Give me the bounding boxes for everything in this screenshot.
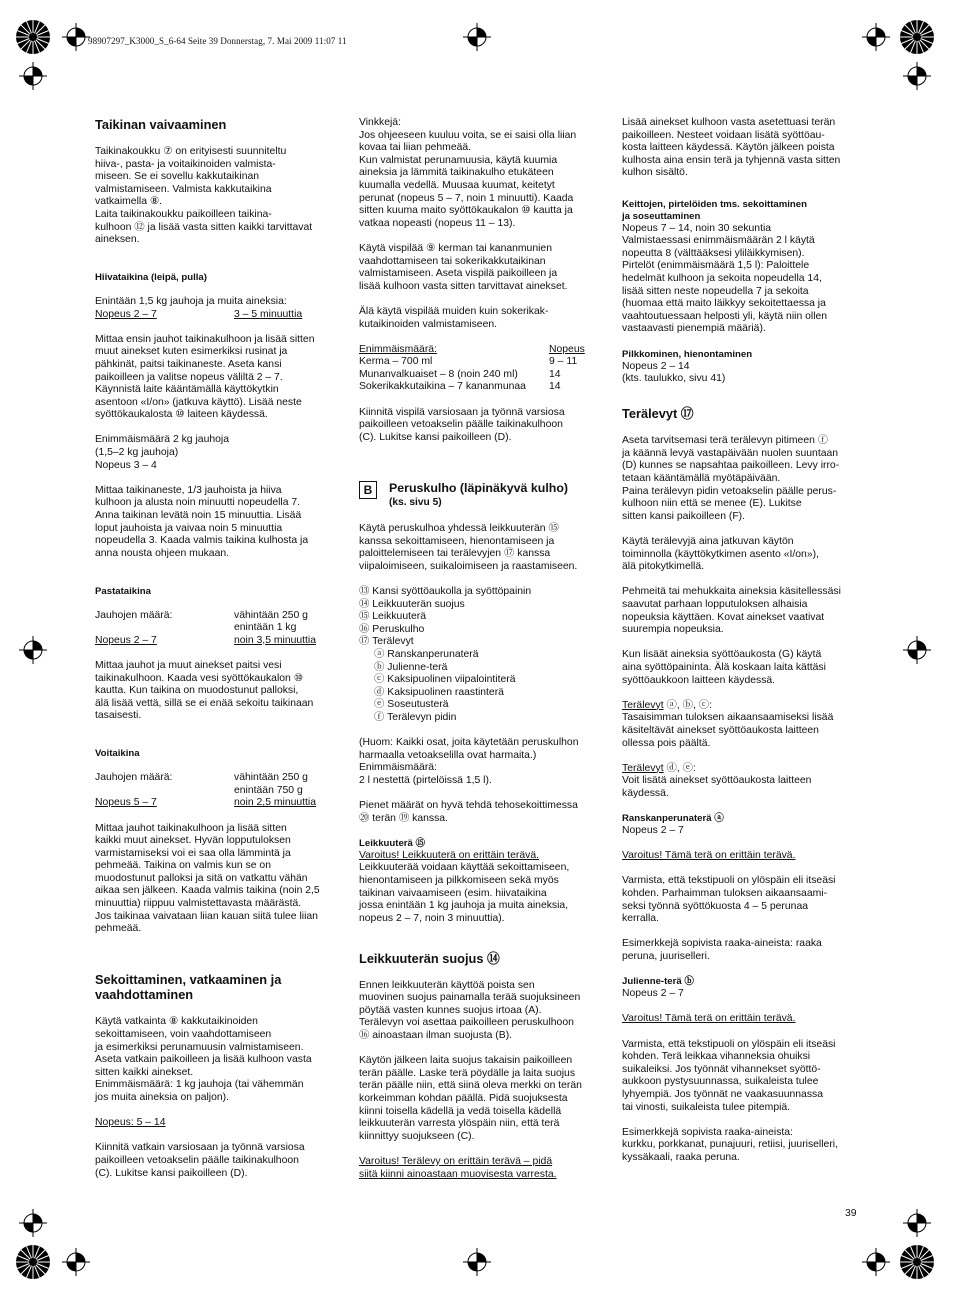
crosshair-icon: [862, 23, 890, 51]
paragraph-lisaa: Lisää ainekset kulhoon vasta asetettuasi terän paikoilleen. Nesteet voidaan lisätä syöttöau- kosta laitteen käydessä. Käytön jälkeen poista kulhosta aina ensin terä ja tyhjennä vasta sitten kulhon sisältö.: [622, 117, 841, 179]
list-item: ⓓ Kaksipuolinen raastinterä: [374, 686, 504, 698]
heading-ranskanperunatera: Ranskanperunaterä ⓐ: [622, 813, 724, 825]
section-b-badge: B: [359, 481, 377, 499]
warning-julienne: Varoitus! Tämä terä on erittäin terävä.: [622, 1013, 796, 1025]
sunburst-icon: [900, 1245, 934, 1279]
heading-keittojen: Keittojen, pirtelöiden tms. sekoittaminen ja soseuttaminen: [622, 198, 807, 222]
paragraph-teralevyt-4: Kun lisäät aineksia syöttöaukosta (G) käytä aina syöttöpaininta. Älä koskaan laita kättäsi syöttöaukkoon laitteen käydessä.: [622, 649, 826, 686]
paragraph-vinkit: Vinkkejä: Jos ohjeeseen kuuluu voita, se ei saisi olla liian kovaa tai liian pehmeää. Kun valmistat perunamuusia, käytä kuumia aineksia ja lämmitä taikinakulho etukäteen kuumalla vedellä. Muusaa kuumat, keitetyt perunat (nopeus 5 – 7, noin 1 minuutti). Kaada sitten kuuma maito syöttökaukalon ⑩ kautta ja vatkaa nopeasti (nopeus 11 – 13).: [359, 117, 577, 229]
paragraph-voi: Mittaa jauhot taikinakulhoon ja lisää sitten kaikki muut ainekset. Hyvän lopputuloksen varmistamiseksi voi ei saa olla lämmintä ja pehmeää. Taikina on valmis kun se on muodostunut palloksi ja sitä on vatkattu vähän aikaa sen jälkeen. Kaada valmis taikina (noin 2,5 minuuttia) riippuu valmistettavasta määrästä. Jos taikinaa vaivataan liian kauan siitä tulee liian pehmeää.: [95, 822, 320, 935]
table-cell-speed: 14: [549, 381, 561, 393]
paragraph-hiiva-1: Mittaa ensin jauhot taikinakulhoon ja lisää sitten muut ainekset kuten esimerkiksi rusinat ja pähkinät, paitsi taikinaneste. Aseta kansi paikoilleen ja valitse nopeus väliltä 2 – 7. Käynnistä laite kääntämällä käyttökytkin asentoon «I/on» (jatkuva käyttö). Lisää neste syöttökaukalosta ⑩ laiteen käydessä.: [95, 333, 315, 421]
julienne-speed: Nopeus 2 – 7: [622, 988, 684, 1000]
pasta-amount-label: Jauhojen määrä:: [95, 609, 173, 621]
list-item: ⑯ Peruskulho: [359, 623, 425, 635]
list-item: ⑰ Terälevyt: [359, 636, 414, 648]
paragraph-intro: Taikinakoukku ⑦ on erityisesti suunniteltu hiiva-, pasta- ja voitaikinoiden valmista- miseen. Se ei sovellu kakkutaikinan valmistamiseen. Valmista kakkutaikina vatkaimella ⑧. Laita taikinakoukku paikoilleen taikina- kulhoon ⑫ ja lisää vasta sitten kaikki tarvittavat aineksen.: [95, 146, 313, 246]
section-b-title: Peruskulho (läpinäkyvä kulho): [389, 481, 569, 496]
heading-julienne-tera: Julienne-terä ⓑ: [622, 976, 694, 988]
sunburst-icon: [16, 20, 50, 54]
voi-amount-row: [95, 772, 331, 797]
ransk-speed: Nopeus 2 – 7: [622, 825, 684, 837]
paragraph-hiiva-2: Enimmäismäärä 2 kg jauhoja (1,5–2 kg jauhoja) Nopeus 3 – 4: [95, 434, 229, 471]
warning-suojus: Varoitus! Terälevy on erittäin terävä – pidä siitä kiinni ainoastaan muovisesta varresta.: [359, 1155, 557, 1180]
voi-speed-time: noin 2,5 minuuttia: [234, 797, 317, 809]
heading-voitaikina: Voitaikina: [95, 748, 140, 760]
paragraph-vispila: Käytä vispilää ⑨ kerman tai kananmunien vaahdottamiseen tai sokerikakkutaikinan valmistamiseen. Aseta vispilä paikoilleen ja lisää kulhoon vasta sitten tarvittavat ainekset.: [359, 242, 568, 292]
voi-amount-label: Jauhojen määrä:: [95, 772, 173, 784]
table-header-speed: Nopeus: [549, 343, 585, 355]
crosshair-icon: [19, 62, 47, 90]
table-cell-item: Sokerikakkutaikina – 7 kananmunaa: [359, 381, 526, 393]
voi-amount-value: vähintään 250 g enintään 750 g: [234, 772, 308, 796]
paragraph-julienne-1: Varmista, että tekstipuoli on ylöspäin eli itseäsi kohden. Terä leikkaa vihanneksia ohuiksi suikaleiksi. Jos työnnät vihannekset syöttö- aukkoon pystysuunnassa, suikaleista tulee lyhyempiä. Jos työnnät ne vaakasuunnassa tai vinosti, suikaleista tulee pitempiä.: [622, 1038, 836, 1113]
parts-list: [359, 586, 595, 725]
paragraph-pienet: Pienet määrät on hyvä tehdä tehosekoittimessa ⑳ terän ⑲ kanssa.: [359, 800, 578, 824]
crosshair-icon: [19, 1209, 47, 1237]
column-2: [359, 117, 595, 1194]
paragraph-abc: Tasaisimman tuloksen aikaansaamiseksi lisää käsiteltävät ainekset syöttöaukosta laitteen ollessa pois päältä.: [622, 712, 834, 749]
paragraph-suojus-2: Käytön jälkeen laita suojus takaisin paikoilleen terän päälle. Laske terä pöydälle ja laita suojus terän päälle niin, että siinä oleva merkki on terän korkeimman kohdan päällä. Pidä suojuksesta kiinni toisella kädellä ja vedä toisella kädellä leikkuuterän varresta ylöspäin niin, että terä kiinnittyy suojukseen (C).: [359, 1055, 582, 1142]
pasta-speed-row: [95, 635, 331, 648]
voi-speed-row: [95, 797, 331, 810]
teralevyt-abc-label: [622, 700, 858, 713]
paragraph-pasta: Mittaa jauhot ja muut ainekset paitsi vesi taikinakulhoon. Kaada vesi syöttökaukalon ⑩ kautta. Kun taikina on muodostunut palloksi, älä lisää vettä, sillä se ei enää sekoitu taikinaan tasaisesti.: [95, 659, 314, 722]
paragraph-kiinnita: Kiinnitä vispilä varsiosaan ja työnnä varsiosa paikoilleen vetoakselin päälle taikinakulhoon (C). Lukitse kansi paikoilleen (D).: [359, 406, 565, 443]
print-header: 98907297_K3000_S_6-64 Seite 39 Donnerstag, 7. Mai 2009 11:07 11: [88, 36, 347, 46]
list-item: ⑭ Leikkuuterän suojus: [359, 598, 465, 610]
paragraph-leikkuutera: Leikkuuterää voidaan käyttää sekoittamiseen, hienontamiseen ja pilkkomiseen sekä myös taikinan vaivaamiseen (esim. hiivataikina jossa enintään 1 kg jauhoja ja muita aineksia, nopeus 2 – 7, noin 3 minuuttia).: [359, 862, 570, 924]
crosshair-icon: [903, 636, 931, 664]
heading-sekoittaminen: Sekoittaminen, vatkaaminen ja vaahdottaminen: [95, 972, 282, 1003]
teralevyt-de-label: [622, 763, 858, 776]
hiiva-speed-row: [95, 309, 331, 322]
warning-leikkuutera: Varoitus! Leikkuuterä on erittäin terävä.: [359, 849, 540, 861]
paragraph-teralevyt-1: Aseta tarvitsemasi terä terälevyn pitimeen ⓕ ja käännä levyä vastapäivään nuolen suuntaan (D) kunnes se napsahtaa paikoilleen. Levy irro- tetaan kääntämällä myötäpäivään. Paina terälevyn pidin vetoakselin päälle perus- kulhoon niin että se menee (E). Lukitse sitten kansi paikoilleen (F).: [622, 435, 840, 522]
section-b-subtitle: (ks. sivu 5): [389, 497, 442, 509]
teralevyt-de-codes: ⓓ, ⓔ:: [663, 762, 696, 774]
list-item: ⑮ Leikkuuterä: [359, 611, 426, 623]
column-3: [622, 117, 858, 1177]
crosshair-icon: [62, 23, 90, 51]
paragraph-sekoittaminen-2: Kiinnitä vatkain varsiosaan ja työnnä varsiosa paikoilleen vetoakselin päälle taikinakulhoon (C). Lukitse kansi paikoilleen (D).: [95, 1142, 305, 1179]
paragraph-teralevyt-2: Käytä terälevyjä aina jatkuvan käytön toiminnolla (käyttökytkimen asento «I/on»), älä pitokytkimellä.: [622, 536, 819, 573]
table-row: [359, 369, 595, 382]
paragraph-ransk-2: Esimerkkejä sopivista raaka-aineista: raaka peruna, juuriselleri.: [622, 938, 822, 963]
heading-hiivataikina: Hiivataikina (leipä, pulla): [95, 271, 207, 283]
table-cell-speed: 14: [549, 368, 561, 380]
pasta-amount-value: vähintään 250 g enintään 1 kg: [234, 609, 308, 634]
teralevyt-label: Terälevyt: [622, 762, 664, 774]
list-item: ⓐ Ranskanperunaterä: [374, 648, 479, 660]
sekoit-speed: Nopeus: 5 – 14: [95, 1117, 166, 1129]
paragraph-de: Voit lisätä ainekset syöttöaukosta laitteen käydessä.: [622, 775, 812, 799]
paragraph-teralevyt-3: Pehmeitä tai mehukkaita aineksia käsitellessäsi saavutat parhaan lopputuloksen alhaisia nopeuksia käyttäen. Kovat ainekset vaativat suurempia nopeuksia.: [622, 586, 841, 636]
teralevyt-abc-codes: ⓐ, ⓑ, ⓒ:: [663, 699, 713, 711]
heading-taikinan-vaivaaminen: Taikinan vaivaaminen: [95, 117, 227, 132]
pasta-amount-row: [95, 610, 331, 635]
table-header-amount: Enimmäismäärä:: [359, 343, 437, 355]
paragraph-peruskulho: Käytä peruskulhoa yhdessä leikkuuterän ⑮ kanssa sekoittamiseen, hienontamiseen ja paloittelemiseen tai terälevyjen ⑰ kanssa viipaloimiseen, suikaloimiseen ja raastamiseen.: [359, 523, 578, 572]
list-item: ⓔ Soseutusterä: [374, 699, 449, 711]
table-row: [359, 356, 595, 369]
heading-leikkuuteran-suojus: Leikkuuterän suojus ⑭: [359, 950, 500, 966]
table-cell-item: Kerma – 700 ml: [359, 356, 433, 368]
list-item: ⓕ Terälevyn pidin: [374, 711, 457, 723]
paragraph-julienne-2: Esimerkkejä sopivista raaka-aineista: kurkku, porkkanat, punajuuri, retiisi, juuriselleri, kyssäkaali, raaka peruna.: [622, 1126, 838, 1163]
table-cell-item: Munanvalkuaiset – 8 (noin 240 ml): [359, 368, 518, 380]
crosshair-icon: [62, 1248, 90, 1276]
heading-leikkuutera: Leikkuuterä ⑮: [359, 837, 426, 849]
heading-pastataikina: Pastataikina: [95, 585, 151, 597]
list-item: ⓒ Kaksipuolinen viipalointiterä: [374, 674, 516, 686]
list-item: ⓑ Julienne-terä: [374, 661, 448, 673]
heading-teralevyt: Terälevyt ⑰: [622, 406, 694, 422]
warning-ransk: Varoitus! Tämä terä on erittäin terävä.: [622, 850, 796, 862]
crosshair-icon: [903, 62, 931, 90]
paragraph-suojus-1: Ennen leikkuuterän käyttöä poista sen muovinen suojus painamalla terää suojuksineen pöytää vasten kunnes suojus irtoaa (A). Terälevyn voi asettaa paikoilleen peruskulhoon ⑯ ainoastaan ilman suojusta (B).: [359, 979, 581, 1041]
sunburst-icon: [16, 1245, 50, 1279]
crosshair-icon: [463, 1248, 491, 1276]
crosshair-icon: [903, 1209, 931, 1237]
pasta-speed-label: Nopeus 2 – 7: [95, 634, 157, 646]
list-item: ⑬ Kansi syöttöaukolla ja syöttöpainin: [359, 586, 532, 597]
paragraph-sekoittaminen: Käytä vatkainta ⑧ kakkutaikinoiden sekoittamiseen, voin vaahdottamiseen ja esimerkiksi perunamuusin valmistamiseen. Aseta vatkain paikoilleen ja lisää kulhoon vasta sitten kaikki ainekset. Enimmäismäärä: 1 kg jauhoja (tai vähemmän jos muita aineksia on paljon).: [95, 1016, 312, 1103]
hiiva-speed-label: Nopeus 2 – 7: [95, 308, 157, 320]
pasta-speed-time: noin 3,5 minuuttia: [234, 634, 317, 646]
table-cell-speed: 9 – 11: [549, 356, 578, 368]
hiiva-amount: Enintään 1,5 kg jauhoja ja muita aineksia:: [95, 295, 287, 307]
hiiva-speed-time: 3 – 5 minuuttia: [234, 308, 303, 320]
paragraph-keittojen: Nopeus 7 – 14, noin 30 sekuntia Valmistaessasi enimmäismäärän 2 l käytä nopeutta 8 (välttääksesi yliläikkymisen). Pirtelöt (enimmäismäärä 1,5 l): Paloittele hedelmät kulhoon ja sekoita nopeudella 14, lisää sitten neste nopeudella 7 ja sekoita (huomaa että maito läikkyy sekoitettaessa ja vaahtoutuessaan helposti yli, käytä niin ollen vastaavasti pienempiä määriä).: [622, 222, 828, 335]
voi-speed-label: Nopeus 5 – 7: [95, 797, 157, 809]
crosshair-icon: [463, 23, 491, 51]
page-number: 39: [845, 1208, 857, 1219]
paragraph-huom: (Huom: Kaikki osat, joita käytetään peruskulhon harmaalla vetoakselilla ovat harmaita.) Enimmäismäärä: 2 l nestettä (pirtelöissä 1,5 l).: [359, 737, 579, 786]
paragraph-ala-kayta: Älä käytä vispilää muiden kuin sokerikak- kutaikinoiden valmistamiseen.: [359, 305, 549, 330]
teralevyt-label: Terälevyt: [622, 699, 664, 711]
paragraph-ransk-1: Varmista, että tekstipuoli on ylöspäin eli itseäsi kohden. Parhaimman tuloksen aikaansaami- seksi työnnä syöttökuosta 4 – 5 perunaa kerralla.: [622, 875, 836, 925]
column-1: [95, 117, 331, 1193]
heading-pilkkominen: Pilkkominen, hienontaminen: [622, 348, 753, 360]
crosshair-icon: [19, 636, 47, 664]
table-header: [359, 344, 595, 357]
crosshair-icon: [862, 1248, 890, 1276]
section-b-header: [359, 481, 595, 509]
paragraph-hiiva-3: Mittaa taikinaneste, 1/3 jauhoista ja hiiva kulhoon ja alusta noin minuutti nopeudella 7. Anna taikinan levätä noin 15 minuuttia. Lisää loput jauhoista ja vaivaa noin 5 minuuttia nopeudella 3. Kaada valmis taikina kulhosta ja anna nousta ohjeen mukaan.: [95, 484, 309, 559]
sunburst-icon: [900, 20, 934, 54]
paragraph-pilkkominen: Nopeus 2 – 14 (kts. taulukko, sivu 41): [622, 360, 726, 385]
table-row: [359, 381, 595, 394]
